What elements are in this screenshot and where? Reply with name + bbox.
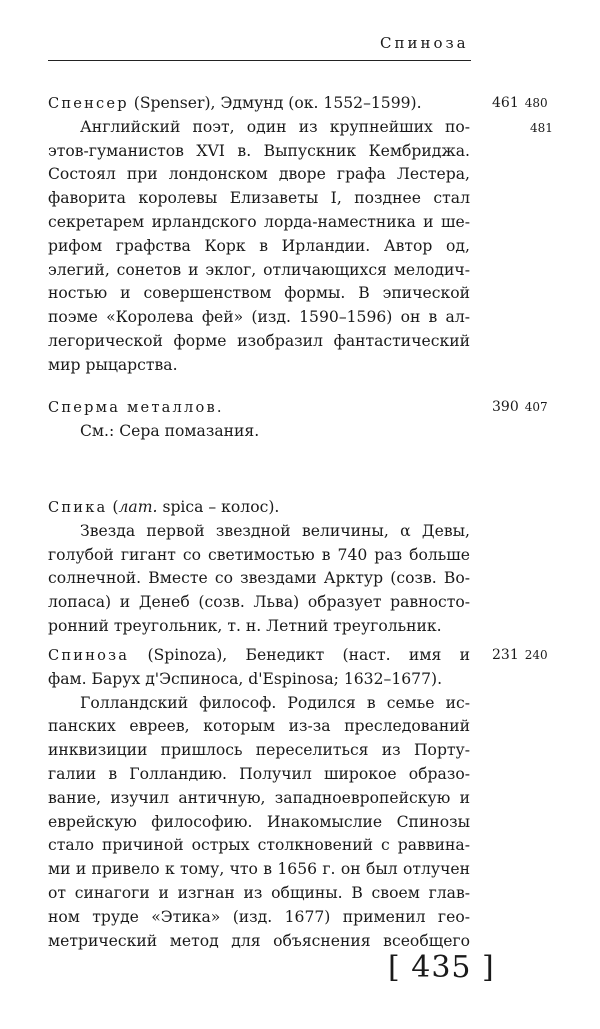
- text-line: секретарем ирландского лорда-наместника и ше-: [48, 212, 470, 231]
- text-line: мир рыцарства.: [48, 355, 178, 374]
- page-refs: [492, 399, 548, 415]
- entry-spika: [48, 496, 470, 639]
- entry-spenser: [48, 92, 470, 378]
- entry-heading: [48, 644, 470, 668]
- text-line: легорической форме изобразил фантастический: [48, 331, 470, 350]
- heading-line-2: фам. Барух д'Эспиноса, d'Espinosa; 1632–1677).: [48, 669, 443, 688]
- heading-rest: (Spenser), Эдмунд (ок. 1552–1599).: [128, 94, 422, 112]
- text-line: Состоял при лондонском дворе графа Лестера,: [48, 165, 470, 184]
- text-line: лопаса) и Денеб (созв. Льва) образует равносто-: [48, 593, 470, 612]
- page-number: [ 435 ]: [388, 950, 495, 985]
- text-line: солнечной. Вместе со звездами Арктур (созв. Во-: [48, 569, 470, 588]
- text-line: ронний треугольник, т. н. Летний треугольник.: [48, 616, 442, 635]
- text-line: голубой гигант со светимостью в 740 раз больше: [48, 545, 470, 564]
- heading-rest: spica – колос).: [157, 498, 280, 516]
- ref: 407: [524, 400, 548, 414]
- text-line: метрический метод для объяснения всеобщего: [48, 931, 470, 950]
- text-line: еврейскую философию. Инакомыслие Спинозы: [48, 812, 470, 831]
- page-ref-sub: 481: [530, 121, 553, 135]
- ref: 231: [492, 647, 519, 663]
- ref: 240: [524, 648, 548, 662]
- text-line: элегий, сонетов и эклог, отличающихся мелодич-: [48, 260, 470, 279]
- text-line: от синагоги и изгнан из общины. В своем глав-: [48, 883, 470, 902]
- headword: Спика: [48, 499, 108, 516]
- text-line: инквизиции пришлось переселиться из Порту-: [48, 741, 470, 760]
- entry-spinoza: [48, 644, 470, 953]
- ref: 480: [524, 96, 548, 110]
- page-refs: [492, 95, 548, 111]
- entry-heading: [48, 92, 470, 116]
- text-line: Голландский философ. Родился в семье ис-: [80, 693, 470, 712]
- text-line: панских евреев, которым из-за преследований: [48, 717, 470, 736]
- entry-sperma: [48, 396, 470, 444]
- text-line: ностью и совершенством формы. В эпической: [48, 284, 470, 303]
- text-line: Английский поэт, один из крупнейших по-: [80, 117, 470, 136]
- entry-heading: [48, 396, 470, 420]
- ref: 390: [492, 399, 519, 415]
- ref: 461: [492, 95, 519, 111]
- page-refs: [492, 647, 548, 663]
- text-line: ном труде «Этика» (изд. 1677) применил гео-: [48, 907, 470, 926]
- text-line: См.: Сера помазания.: [80, 421, 260, 440]
- text-line: Звезда первой звездной величины, α Девы,: [80, 521, 470, 540]
- text-line: этов-гуманистов XVI в. Выпускник Кембриджа.: [48, 141, 470, 160]
- headword: Спиноза: [48, 647, 130, 664]
- text-line: рифом графства Корк в Ирландии. Автор од,: [48, 236, 470, 255]
- headword: Сперма металлов.: [48, 399, 224, 416]
- lat-abbrev: лат.: [118, 498, 158, 516]
- heading-rest: (Spinoza), Бенедикт (наст. имя и: [129, 646, 470, 664]
- header-rule: [48, 60, 471, 61]
- entry-heading: Спика (лат. spica – колос).: [48, 498, 280, 516]
- text-line: галии в Голландию. Получил широкое образо-: [48, 764, 470, 783]
- text-line: стало причиной острых столкновений с раввина-: [48, 836, 470, 855]
- running-head: Спиноза: [380, 34, 469, 52]
- text-line: ми и привело к тому, что в 1656 г. он был отлучен: [48, 860, 470, 879]
- text-line: поэме «Королева фей» (изд. 1590–1596) он в ал-: [48, 308, 470, 327]
- headword: Спенсер: [48, 95, 129, 112]
- text-line: вание, изучил античную, западноевропейскую и: [48, 788, 470, 807]
- text-line: фаворита королевы Елизаветы I, позднее стал: [48, 189, 470, 208]
